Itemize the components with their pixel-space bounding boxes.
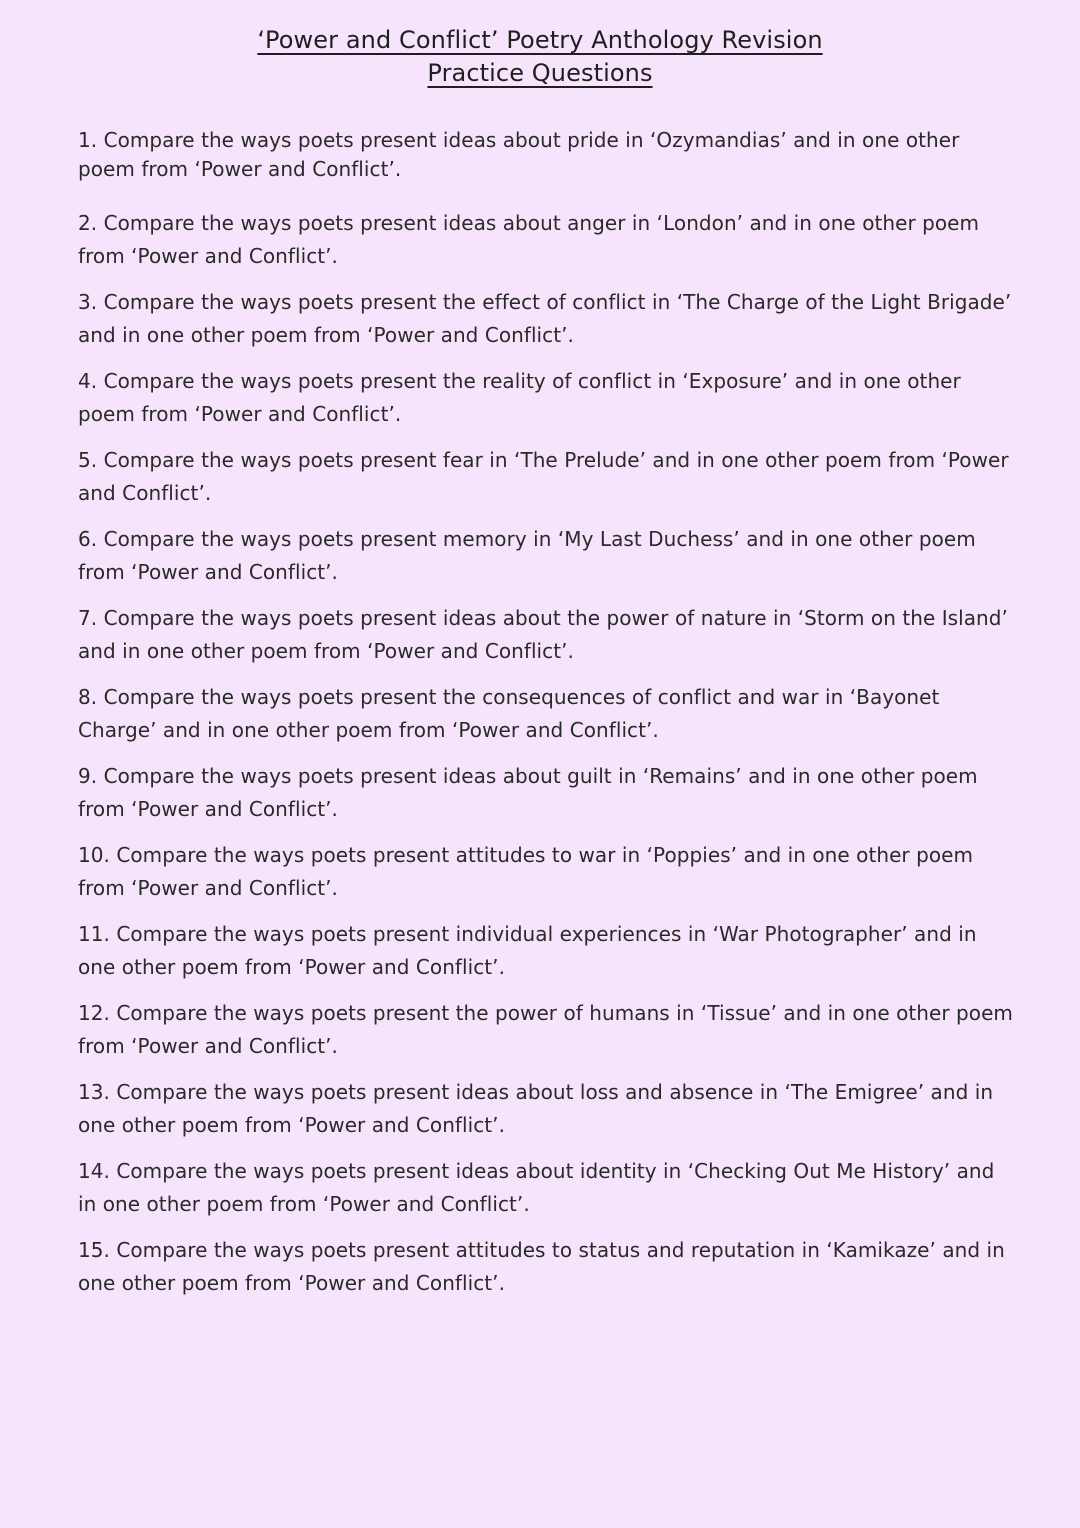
question-item: 11. Compare the ways poets present individual experiences in ‘War Photographer’ and in one other poem from ‘Power and Conflict’. xyxy=(78,922,977,979)
question-item: 14. Compare the ways poets present ideas about identity in ‘Checking Out Me History’ and in one other poem from ‘Power and Conflict’. xyxy=(78,1159,995,1216)
question-item: 5. Compare the ways poets present fear in ‘The Prelude’ and in one other poem from ‘Power and Conflict’. xyxy=(78,448,1009,505)
title-line-1: ‘Power and Conflict’ Poetry Anthology Revision xyxy=(257,26,823,54)
question-item: 15. Compare the ways poets present attitudes to status and reputation in ‘Kamikaze’ and in one other poem from ‘Power and Conflict’. xyxy=(78,1238,1005,1295)
question-item: 7. Compare the ways poets present ideas about the power of nature in ‘Storm on the Island’ and in one other poem from ‘Power and Conflict’. xyxy=(78,606,1008,663)
question-item: 8. Compare the ways poets present the consequences of conflict and war in ‘Bayonet Charge’ and in one other poem from ‘Power and Conflict’. xyxy=(78,685,940,742)
page-title xyxy=(0,24,1080,90)
question-item: 9. Compare the ways poets present ideas about guilt in ‘Remains’ and in one other poem from ‘Power and Conflict’. xyxy=(78,764,978,821)
question-item: 13. Compare the ways poets present ideas about loss and absence in ‘The Emigree’ and in one other poem from ‘Power and Conflict’. xyxy=(78,1080,994,1137)
question-list xyxy=(78,126,1018,1313)
question-item: 10. Compare the ways poets present attitudes to war in ‘Poppies’ and in one other poem from ‘Power and Conflict’. xyxy=(78,843,974,900)
question-item: 2. Compare the ways poets present ideas about anger in ‘London’ and in one other poem from ‘Power and Conflict’. xyxy=(78,211,980,268)
question-item: 1. Compare the ways poets present ideas about pride in ‘Ozymandias’ and in one other poem from ‘Power and Conflict’. xyxy=(78,128,960,181)
question-item: 4. Compare the ways poets present the reality of conflict in ‘Exposure’ and in one other poem from ‘Power and Conflict’. xyxy=(78,369,961,426)
question-item: 6. Compare the ways poets present memory in ‘My Last Duchess’ and in one other poem from ‘Power and Conflict’. xyxy=(78,527,976,584)
question-item: 3. Compare the ways poets present the effect of conflict in ‘The Charge of the Light Brigade’ and in one other poem from ‘Power and Conflict’. xyxy=(78,290,1012,347)
title-line-2: Practice Questions xyxy=(427,59,653,87)
question-item: 12. Compare the ways poets present the power of humans in ‘Tissue’ and in one other poem from ‘Power and Conflict’. xyxy=(78,1001,1013,1058)
